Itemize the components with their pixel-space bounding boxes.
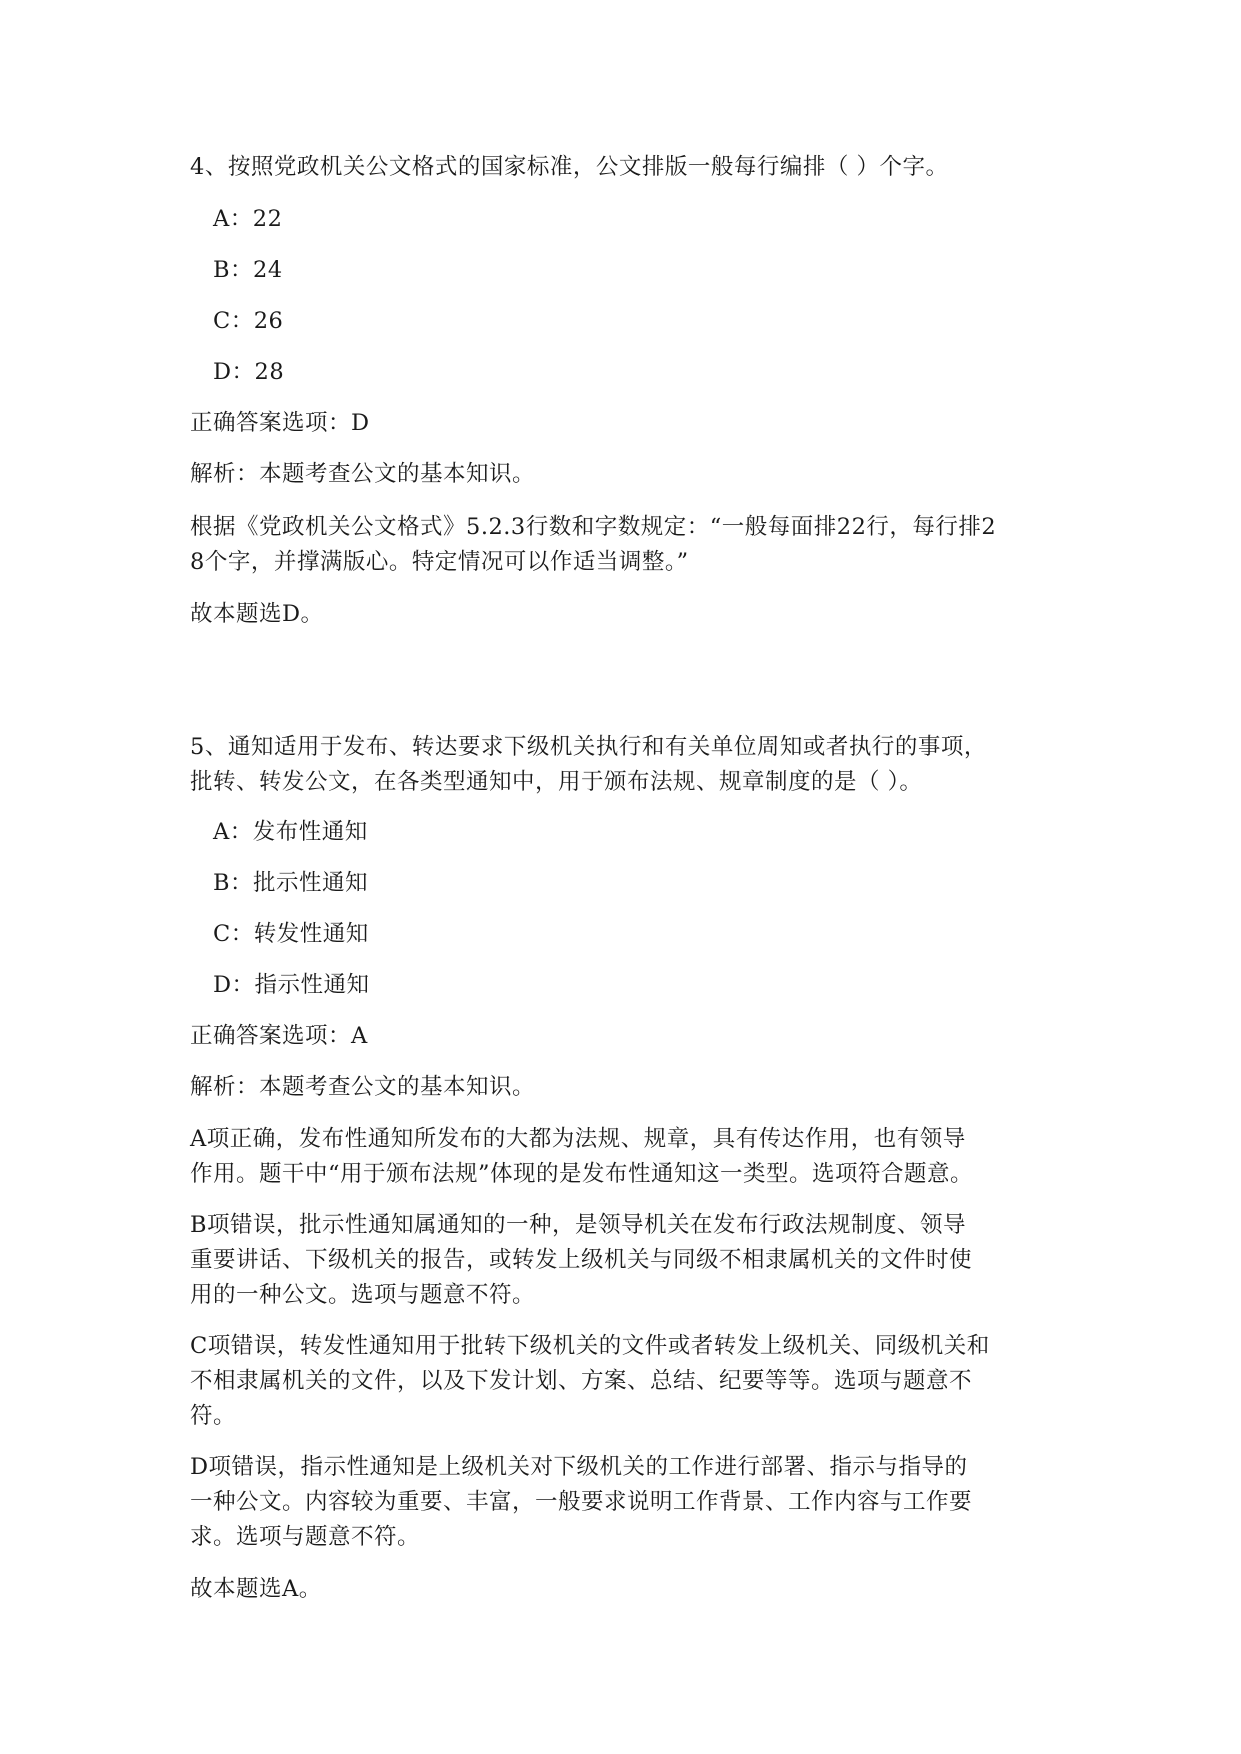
question-4-option-b: B：24 bbox=[213, 257, 283, 283]
question-4-explanation-line-2: 8个字，并撑满版心。特定情况可以作适当调整。” bbox=[190, 549, 689, 575]
question-4-option-c: C：26 bbox=[213, 308, 284, 334]
question-5-option-b: B：批示性通知 bbox=[213, 870, 369, 896]
question-5-explanation-a-line-2: 作用。题干中“用于颁布法规”体现的是发布性通知这一类型。选项符合题意。 bbox=[190, 1161, 974, 1187]
question-5-explanation-d-line-1: D项错误，指示性通知是上级机关对下级机关的工作进行部署、指示与指导的 bbox=[190, 1454, 968, 1480]
question-5-explanation-b-line-1: B项错误，批示性通知属通知的一种，是领导机关在发布行政法规制度、领导 bbox=[190, 1212, 967, 1238]
question-5-conclusion: 故本题选A。 bbox=[190, 1576, 322, 1602]
question-5-explanation-b-line-3: 用的一种公文。选项与题意不符。 bbox=[190, 1282, 536, 1308]
question-4-option-d: D：28 bbox=[213, 359, 285, 385]
question-5-text-line-2: 批转、转发公文，在各类型通知中，用于颁布法规、规章制度的是（ ）。 bbox=[190, 769, 923, 795]
question-4-conclusion: 故本题选D。 bbox=[190, 601, 324, 627]
question-5-explanation-d-line-3: 求。选项与题意不符。 bbox=[190, 1524, 421, 1550]
question-4-text: 4、按照党政机关公文格式的国家标准，公文排版一般每行编排（ ）个字。 bbox=[190, 154, 949, 180]
question-5-explanation-d-line-2: 一种公文。内容较为重要、丰富，一般要求说明工作背景、工作内容与工作要 bbox=[190, 1489, 973, 1515]
question-5-explanation-b-line-2: 重要讲话、下级机关的报告，或转发上级机关与同级不相隶属机关的文件时使 bbox=[190, 1247, 973, 1273]
question-4-explanation-line-1: 根据《党政机关公文格式》5.2.3行数和字数规定：“一般每面排22行，每行排2 bbox=[190, 514, 997, 540]
question-5-explanation-a-line-1: A项正确，发布性通知所发布的大都为法规、规章，具有传达作用，也有领导 bbox=[190, 1126, 966, 1152]
question-5-option-d: D：指示性通知 bbox=[213, 972, 370, 998]
question-5-analysis: 解析：本题考查公文的基本知识。 bbox=[190, 1074, 536, 1100]
question-5-option-c: C：转发性通知 bbox=[213, 921, 369, 947]
question-5-explanation-c-line-2: 不相隶属机关的文件，以及下发计划、方案、总结、纪要等等。选项与题意不 bbox=[190, 1368, 973, 1394]
question-5-answer: 正确答案选项：A bbox=[190, 1023, 368, 1049]
question-5-text-line-1: 5、通知适用于发布、转达要求下级机关执行和有关单位周知或者执行的事项， bbox=[190, 734, 987, 760]
question-5-explanation-c-line-3: 符。 bbox=[190, 1403, 237, 1429]
question-4-analysis: 解析：本题考查公文的基本知识。 bbox=[190, 461, 536, 487]
question-5-explanation-c-line-1: C项错误，转发性通知用于批转下级机关的文件或者转发上级机关、同级机关和 bbox=[190, 1333, 990, 1359]
question-4-answer: 正确答案选项：D bbox=[190, 410, 370, 436]
question-5-option-a: A：发布性通知 bbox=[213, 819, 368, 845]
question-4-option-a: A：22 bbox=[213, 206, 283, 232]
